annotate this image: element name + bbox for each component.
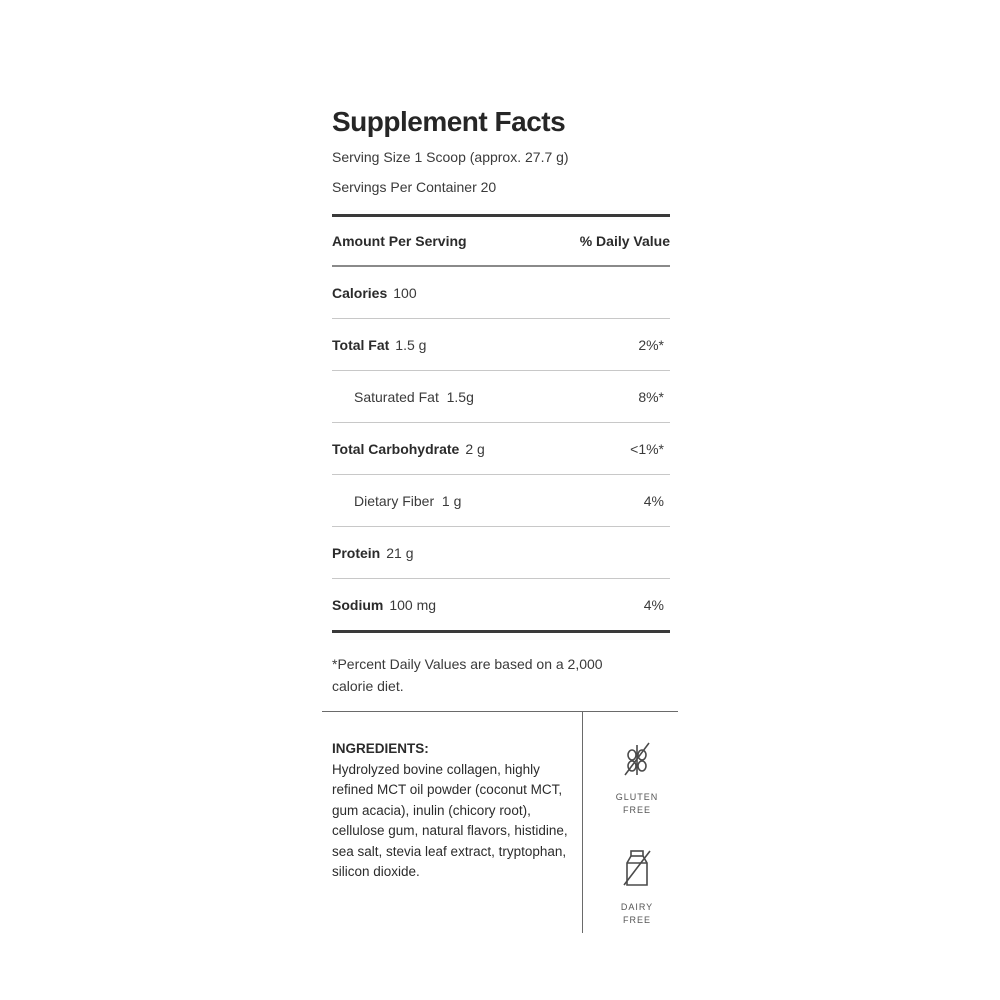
ingredients-text: Hydrolyzed bovine collagen, highly refined MCT oil powder (coconut MCT, gum acacia), inulin (chicory root), cellulose gum, natural flavors, histidine, sea salt, stevia leaf extract, tryptophan, silicon dioxide. — [332, 761, 568, 879]
nutrient-name: Sodium — [332, 596, 384, 613]
nutrient-row-dietary-fiber — [332, 475, 670, 527]
nutrient-name: Total Carbohydrate — [332, 440, 460, 457]
dairy-free-badge — [592, 847, 682, 927]
nutrient-amount: 1.5g — [446, 388, 474, 405]
dairy-free-label-2: FREE — [622, 915, 651, 925]
nutrient-row-sodium — [332, 579, 670, 630]
nutrient-amount: 2 g — [465, 440, 485, 457]
gluten-free-icon — [619, 739, 655, 779]
nutrient-name: Protein — [332, 544, 381, 561]
nutrient-dv: 2%* — [638, 336, 664, 353]
nutrient-row-protein — [332, 527, 670, 579]
nutrient-name: Calories — [332, 284, 388, 301]
nutrient-name: Saturated Fat — [354, 388, 439, 405]
servings-per-container: Servings Per Container 20 — [332, 179, 497, 195]
gluten-free-label-2: FREE — [622, 805, 651, 815]
nutrient-row-total-carbohydrate — [332, 423, 670, 475]
nutrient-amount: 100 mg — [389, 596, 437, 613]
nutrient-dv: 8%* — [638, 388, 664, 405]
nutrient-name: Total Fat — [332, 336, 390, 353]
daily-value-footnote: *Percent Daily Values are based on a 2,000 calorie diet. — [332, 656, 603, 694]
nutrient-amount: 1.5 g — [395, 336, 427, 353]
nutrient-dv: 4% — [643, 596, 664, 613]
nutrient-amount: 1 g — [441, 492, 462, 509]
nutrient-row-calories — [332, 267, 670, 319]
panel-title: Supplement Facts — [332, 106, 566, 137]
ingredients-block — [332, 739, 572, 883]
dairy-free-label-1: DAIRY — [620, 902, 654, 912]
ingredients-heading: INGREDIENTS: — [332, 741, 429, 756]
nutrient-dv: 4% — [643, 492, 664, 509]
divider-thick-bottom — [332, 630, 670, 633]
column-header — [332, 217, 670, 265]
serving-size: Serving Size 1 Scoop (approx. 27.7 g) — [332, 149, 569, 165]
nutrient-dv: <1%* — [630, 440, 664, 457]
dairy-free-icon — [619, 847, 655, 889]
nutrient-name: Dietary Fiber — [354, 492, 435, 509]
supplement-facts-panel — [332, 100, 670, 697]
header-daily-value: % Daily Value — [579, 233, 670, 249]
nutrient-row-saturated-fat — [332, 371, 670, 423]
gluten-free-badge — [592, 739, 682, 817]
divider-ingredients-vertical — [582, 711, 583, 933]
nutrient-amount: 21 g — [386, 544, 414, 561]
nutrient-row-total-fat — [332, 319, 670, 371]
gluten-free-label-1: GLUTEN — [615, 792, 659, 802]
divider-ingredients-top — [322, 711, 678, 712]
header-amount: Amount Per Serving — [332, 233, 467, 249]
ingredients-section — [322, 711, 678, 933]
nutrient-amount: 100 — [393, 284, 417, 301]
